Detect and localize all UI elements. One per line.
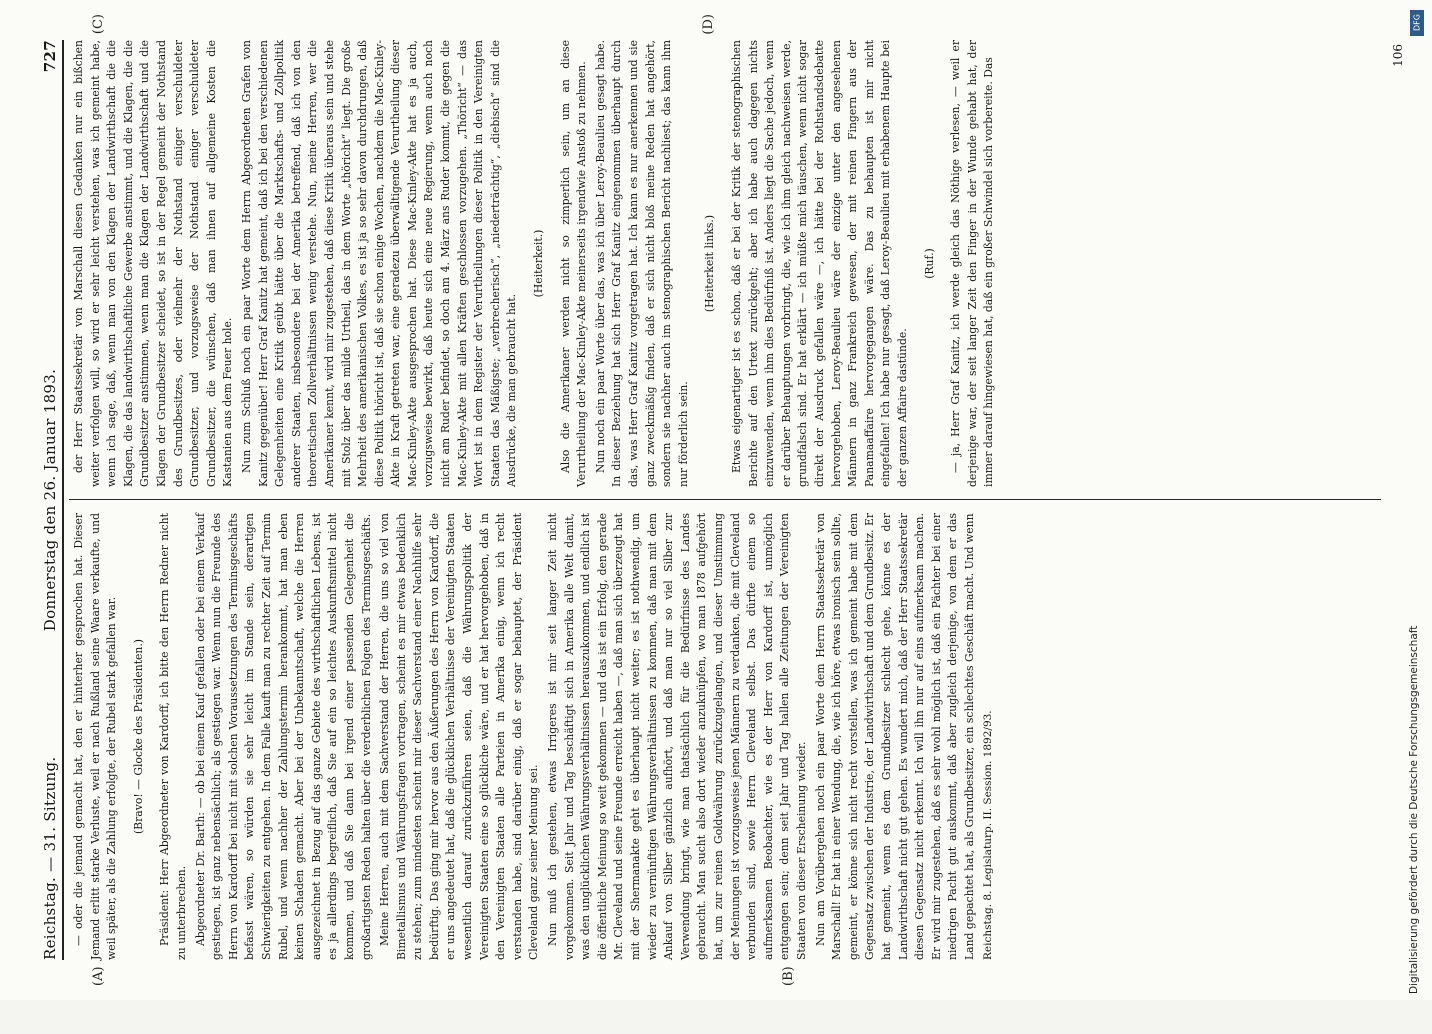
interjection: (Bravo! — Glocke des Präsidenten.) [131,638,145,835]
paragraph: Nun am Vorübergehen noch ein paar Worte dem Herrn Staatssekretär von Marschall! Er hat in einer Wendung, die, wie ich höre, etwas ironisch sein sollte, gemeint, er könne sich nicht recht vorstellen, was ich gemeint habe mit dem Gegensatz zwischen der Industrie, der Landwirthschaft und dem Grundbesitz. Er hat gemeint, wenn es dem Grundbesitzer schlecht gehe, könne es der Landwirthschaft nicht gut gehen. Es wundert mich, daß der Herr Staatssekretär diesen Gegensatz nicht erkennt. Ich will ihn nur auf eins aufmerksam machen. Er wird mir zugestehen, daß es sehr wohl möglich ist, daß ein Pächter bei einer niedrigen Pacht gut auskommt, daß aber zugleich derjenige, von dem er das Land gepachtet hat, als Grundbesitzer, ein schlechtes Geschäft macht. Und wenn [813,513,976,960]
paragraph: Meine Herren, auch mit dem Sachverstand der Herren, die uns so viel von Bimetallismus und Währungsfragen vortragen, scheint es mir etwas bedenklich zu stehen; zum mindesten scheint mir dieser Sachverstand einer Nachhilfe sehr bedürftig. Das ging mir hervor aus den Äußerungen des Herrn von Kardorff, die er uns angedeutet hat, daß die glücklichen Verhältnisse der Vereinigten Staaten wesentlich darauf zurückzuführen seien, daß die Währungspolitik der Vereinigten Staaten eine so glückliche wäre, und er hat hervorgehoben, daß in den Vereinigten Staaten alle Parteien in Amerika einig, wenn ich recht verstanden habe, sind darüber einig, daß er sogar behauptet, der Präsident Cleveland ganz seiner Meinung sei. [378,513,541,960]
paragraph: Etwas eigenartiger ist es schon, daß er bei der Kritik der stenographischen Berichte auf den Urtext zurückgeht; aber ich habe auch dagegen nichts einzuwenden, wenn ihm dies Bedürfniß ist. Anders liegt die Sache jedoch, wenn er darüber Behauptungen vorbringt, die, wie ich ihm gleich nachweisen werde, grundfalsch sind. Er hat erklärt — ich müßte mich täuschen, wenn nicht sogar direkt der Ausdruck gefallen wäre —, ich hätte bei der Rothstandsdebatte hervorgehoben, Leroy-Beaulieu wäre der einzige unter den angesehenen Männern in ganz Frankreich gewesen, der mit reinen Fingern aus der Panamaaffaire hervorgegangen wäre. Das zu behaupten ist mir nicht eingefallen! Ich habe nur gesagt, daß Leroy-Beaulieu mit erhabenem Haupte bei der ganzen Affaire dastünde. [729,40,909,487]
dfg-logo: DFG [1410,10,1424,36]
margin-marker-b: (B) [781,966,796,986]
margin-marker-a: (A) [91,966,106,986]
page-header [33,40,64,960]
paragraph: Nun muß ich gestehen, etwas Irrigeres ist mir seit langer Zeit nicht vorgekommen. Seit Jahr und Tag beschäftigt sich in Amerika alle Welt damit, was den unglücklichen Währungsverhältnissen herauszukommen, und endlich ist die öffentliche Meinung so weit gekommen — und das ist ein Erfolg, den gerade Mr. Cleveland und seine Freunde erreicht haben —, daß man sich überzeugt hat mit der Shermanakte geht es überhaupt nicht weiter; es ist nothwendig, um wieder zu vernünftigen Währungsverhältnissen zu kommen, daß man mit dem Ankauf von Silber gänzlich aufhört, und daß man nur so viel Silber zur Verwendung bringt, wie man thatsächlich für die Bedürfnisse des Landes gebraucht. Man sucht also dort wieder anzuknüpfen, wo man 1878 aufgehört hat, um zur reinen Goldwährung zurückzugelangen, und dieser Umstimmung der Meinungen ist vorzugsweise jenen Männern zu verdanken, die mit Cleveland verbunden sind, sowie Herrn Cleveland selbst. Das dürfte einem so aufmerksamen Beobachter, wie es der Herr von Kardorff ist, unmöglich entgangen sein; denn seit Jahr und Tag hallen alle Zeitungen der Vereinigten Staaten von dieser Erscheinung wieder. [546,513,808,960]
paragraph: Nun noch ein paar Worte über das, was ich über Leroy-Beaulieu gesagt habe. In dieser Beziehung hat sich Herr Graf Kanitz eingenommen überhaupt durch das, was Herr Graf Kanitz vorgetragen hat. Ich kann es nur anerkennen und sie ganz zweckmäßig finden, daß er sich nicht bloß meine Reden hat angehört, sondern sie nachher auch im stenographischen Bericht nachliest; das kann ihm nur förderlich sein. [593,40,690,487]
header-date: Donnerstag den 26. Januar 1893. [41,368,59,632]
margin-marker-d: (D) [701,14,716,35]
margin-marker-c: (C) [91,14,106,35]
paragraph: — ja, Herr Graf Kanitz, ich werde gleich das Nöthige verlesen, — weil er derjenige war, der seit langer Zeit den Finger in der Wunde gehabt hat, der immer darauf hingewiesen hat, daß ein großer Schwindel sich vorbereite. Das [949,40,996,487]
paragraph: Präsident: Herr Abgeordneter von Kardorff, ich bitte den Herrn Redner nicht zu unterbrechen. [158,513,188,960]
interjection: (Heiterkeit links.) [703,214,717,313]
interjection: (Heiterkeit.) [532,229,546,298]
sheet-number: 106 [1391,44,1405,67]
footnote: Reichstag. 8. Legislaturp. II. Session. 1892/93. [982,710,995,960]
rotated-document-page [21,10,1411,990]
right-column [71,40,1381,487]
paragraph: Abgeordneter Dr. Barth: — ob bei einem Kauf gefallen oder bei einem Verkauf gestiegen, ist ganz nebensächlich; als gestiegen war. Wenn nun die Freunde des Herrn von Kardorff bei nicht mit solchen Voraussetzungen des Terminsgeschäfts befasst wären, so würden sie sehr leicht im Stande sein, derartigen Schwierigkeiten zu entgehen. In dem Falle kauft man zu rechter Zeit auf Termin Rubel, und wenn nachher der Zahlungstermin herankommt, hat man eben keinen Schaden gemacht. Aber bei der Unbekanntschaft, welche die Herren ausgezeichnet in Bezug auf das ganze Gebiete des wirthschaftlichen Lebens, ist es ja allerdings begreiflich, daß Sie auf ein so leichtes Auskunftsmittel nicht kommen, und daß Sie dann bei irgend einer passenden Gelegenheit die großartigsten Reden halten über die verderblichen Folgen des Terminsgeschäfts. [193,513,373,960]
page-number: 727 [41,40,59,73]
paragraph: Also die Amerikaner werden nicht so zimperlich sein, um an diese Verurtheilung der Mac-Kinley-Akte meinerseits irgendwie Anstoß zu nehmen. [558,40,589,487]
left-column [71,513,1381,960]
header-session: Reichstag. — 31. Sitzung. [41,756,59,960]
text-columns [71,40,1381,960]
paragraph: der Herr Staatssekretär von Marschall diesen Gedanken nur ein bißchen weiter verfolgen will, so wird er sehr leicht verstehen, was ich gemeint habe, wenn ich sage, daß, wenn man von den Klagen der Landwirthschaft die die Klagen, die das landwirthschaftliche Gewerbe anstimmt, und die Klagen, die die Grundbesitzer anstimmen, wenn man die Klagen der Landwirthschaft und die Klagen der Grundbesitzer scheidet, so ist in der Regel gemeint der Nothstand des Grundbesitzes, oder vielmehr der Nothstand einiger verschuldeter Grundbesitzer, und vorzugsweise der Nothstand einiger verschuldeter Grundbesitzer, die wünschen, daß man ihnen auf allgemeine Kosten die Kastanien aus dem Feuer hole. [72,40,235,487]
dfg-notice: Digitalisierung gefördert durch die Deutsche Forschungsgemeinschaft [1408,625,1420,994]
interjection: (Ruf.) [922,248,936,279]
paragraph: — oder die jemand gemacht hat, den er hinterher gesprochen hat. Dieser Jemand erlitt starke Verluste, weil er nach Rußland seine Waare verkaufte, und weil später, als die Zahlung erfolgte, der Rubel stark gefallen war. [72,513,119,960]
paragraph: Nun zum Schluß noch ein paar Worte dem Herrn Abgeordneten Grafen von Kanitz gegenüber! Herr Graf Kanitz hat gemeint, daß ich bei den verschiedenen Gelegenheiten eine Kritik geübt hätte über die Marktschafts- und Zollpolitik anderer Staaten, insbesondere bei der Amerika betreffend, daß ich von den theoretischen Zollverhältnissen wenig verstehe. Nun, meine Herren, wer die Amerikaner kennt, wird mir zugestehen, daß diese Kritik überaus sein und stehe mit Stolz über das milde Urtheil, das in dem Worte „thöricht“ liegt. Die große Mehrheit des amerikanischen Volkes, es ist ja so sehr davon durchdrungen, daß diese Politik thöricht ist, daß sie schon einige Wochen, nachdem die Mac-Kinley-Akte in Kraft getreten war, eine geradezu überwältigende Verurtheilung dieser Mac-Kinley-Akte ausgesprochen hat. Diese Mac-Kinley-Akte hat es ja auch, vorzugsweise bewirkt, daß heute sich eine neue Regierung, wenn auch noch nicht am Ruder befindet, so doch am 4. März ans Ruder kommt, die gegen die Mac-Kinley-Akte mit allen Kräften geschlossen vorzugehen. „Thöricht“ — das Wort ist in dem Register der Verurtheilungen dieser Politik in den Vereinigten Staaten das Mäßigste; „verbrecherisch“, „niederträchtig“, „diebisch“ sind die Ausdrücke, die man gebraucht hat. [239,40,519,487]
